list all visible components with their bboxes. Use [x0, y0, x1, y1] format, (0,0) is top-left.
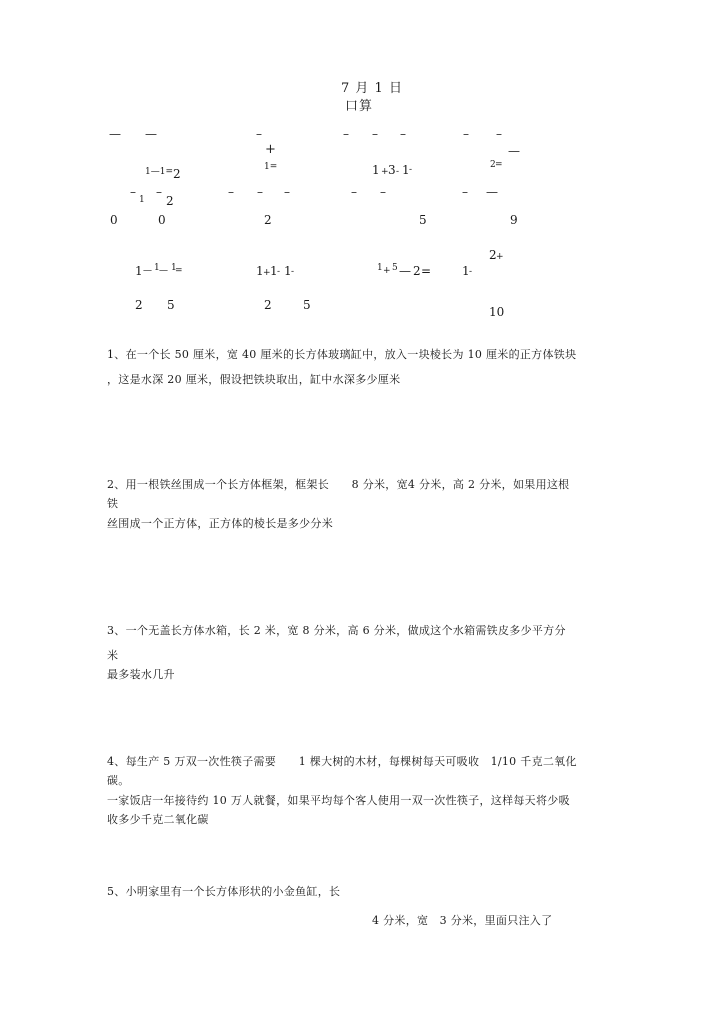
expression-text: + [383, 266, 391, 276]
fraction-bar: – [496, 127, 502, 141]
expression-text: 1 [284, 264, 292, 278]
expression-text: 1 [377, 263, 383, 273]
expression-text: — [159, 266, 168, 276]
fraction-bar: – [228, 185, 234, 199]
fraction-bar: – [380, 185, 386, 199]
expression-text: — [399, 264, 411, 278]
expression-text: + [263, 268, 271, 278]
problem-5-continued: 4 分米，宽 3 分米，里面只注入了 [372, 914, 553, 927]
expression-text: 1 [154, 263, 160, 273]
problem-text: 铁 [107, 497, 119, 510]
fraction-bar: – [156, 185, 162, 199]
fraction-bar: — [508, 144, 520, 158]
expression-text: — [143, 266, 152, 276]
fraction-bar: — [486, 185, 498, 199]
problem-text: 丝围成一个正方体，正方体的棱长是多少分米 [107, 517, 333, 530]
expression-text: 1—1= [145, 167, 173, 177]
fraction-bar: – [400, 127, 406, 141]
fraction-bar: – [284, 185, 290, 199]
fraction-bar: – [257, 185, 263, 199]
denominator: 2 [135, 298, 143, 312]
fraction-bar: – [256, 127, 262, 141]
expression-text: 1 [270, 264, 278, 278]
denominator: 2 [264, 298, 272, 312]
problem-text: 收多少千克二氧化碳 [107, 813, 209, 826]
denominator: 5 [303, 298, 311, 312]
expression-text: = [175, 266, 183, 276]
denominator: 0 [158, 213, 166, 227]
denominator: 2 [264, 213, 272, 227]
problem-text: 1、在一个长 50 厘米，宽 40 厘米的长方体玻璃缸中，放入一块棱长为 10 厘米的正方体铁块 [107, 348, 577, 361]
expression-text: 1 [402, 163, 410, 177]
fraction-bar: – [343, 127, 349, 141]
denominator: 2 [166, 194, 174, 208]
expression-text: 1 [372, 163, 380, 177]
expression-text: 2 [173, 167, 181, 181]
plus-sign: + [265, 142, 276, 157]
expression-text: 1= [264, 162, 278, 172]
problem-text: 5、小明家里有一个长方体形状的小金鱼缸，长 [107, 885, 341, 898]
problem-2 [107, 472, 577, 536]
problem-3 [107, 618, 577, 682]
expression-text: 2 [413, 264, 421, 278]
fraction-bar: – [462, 185, 468, 199]
problem-text: 2、用一根铁丝围成一个长方体框架，框架长 8 分米，宽4 分米，高 2 分米，如果用这根 [107, 478, 570, 491]
expression-text: - [396, 167, 400, 177]
denominator: 5 [419, 213, 427, 227]
denominator: 10 [489, 305, 505, 319]
expression-text: 1 [171, 263, 177, 273]
expression-text: 1 [462, 264, 470, 278]
denominator: 9 [510, 213, 518, 227]
denominator: 0 [110, 213, 118, 227]
fraction-bar: — [109, 127, 121, 141]
expression-text: 3 [388, 163, 396, 177]
fraction-bar: – [130, 185, 136, 199]
fraction-bar: – [463, 127, 469, 141]
expression-text: 5 [392, 263, 398, 273]
expression-text: 1 [256, 264, 264, 278]
denominator: 1 [139, 195, 145, 205]
numerator: 2 [489, 248, 497, 262]
expression-text: - [409, 165, 413, 175]
problem-text: 一家饭店一年接待约 10 万人就餐，如果平均每个客人使用一双一次性筷子，这样每天将少吸 [107, 794, 570, 807]
denominator: 5 [167, 298, 175, 312]
section-title: 口算 [345, 99, 374, 114]
problem-4 [107, 749, 577, 827]
expression-text: = [421, 264, 432, 278]
problem-text: 4、每生产 5 万双一次性筷子需要 1 棵大树的木材，每棵树每天可吸收 1/10 千克二氧化 [107, 755, 577, 768]
problem-5 [107, 879, 577, 904]
date-heading: 7 月 1 日 [341, 81, 403, 96]
fraction-bar: – [351, 185, 357, 199]
problem-text: 3、一个无盖长方体水箱，长 2 米，宽 8 分米，高 6 分米，做成这个水箱需铁皮多少平方分米 [107, 624, 566, 662]
expression-text: = [495, 160, 503, 170]
problem-text: ，这是水深 20 厘米，假设把铁块取出，缸中水深多少厘米 [107, 373, 401, 386]
problem-text: 碳。 [107, 774, 130, 787]
expression-text: - [291, 267, 295, 277]
expression-text: - [277, 267, 281, 277]
fraction-bar: – [372, 127, 378, 141]
problem-text: 最多装水几升 [107, 668, 175, 681]
expression-text: 2 [490, 160, 496, 170]
expression-text: 1 [135, 264, 143, 278]
expression-text: - [469, 267, 473, 277]
expression-text: + [381, 167, 389, 177]
fraction-bar: — [145, 127, 157, 141]
problem-1 [107, 342, 577, 392]
plus-sign: + [496, 252, 504, 262]
